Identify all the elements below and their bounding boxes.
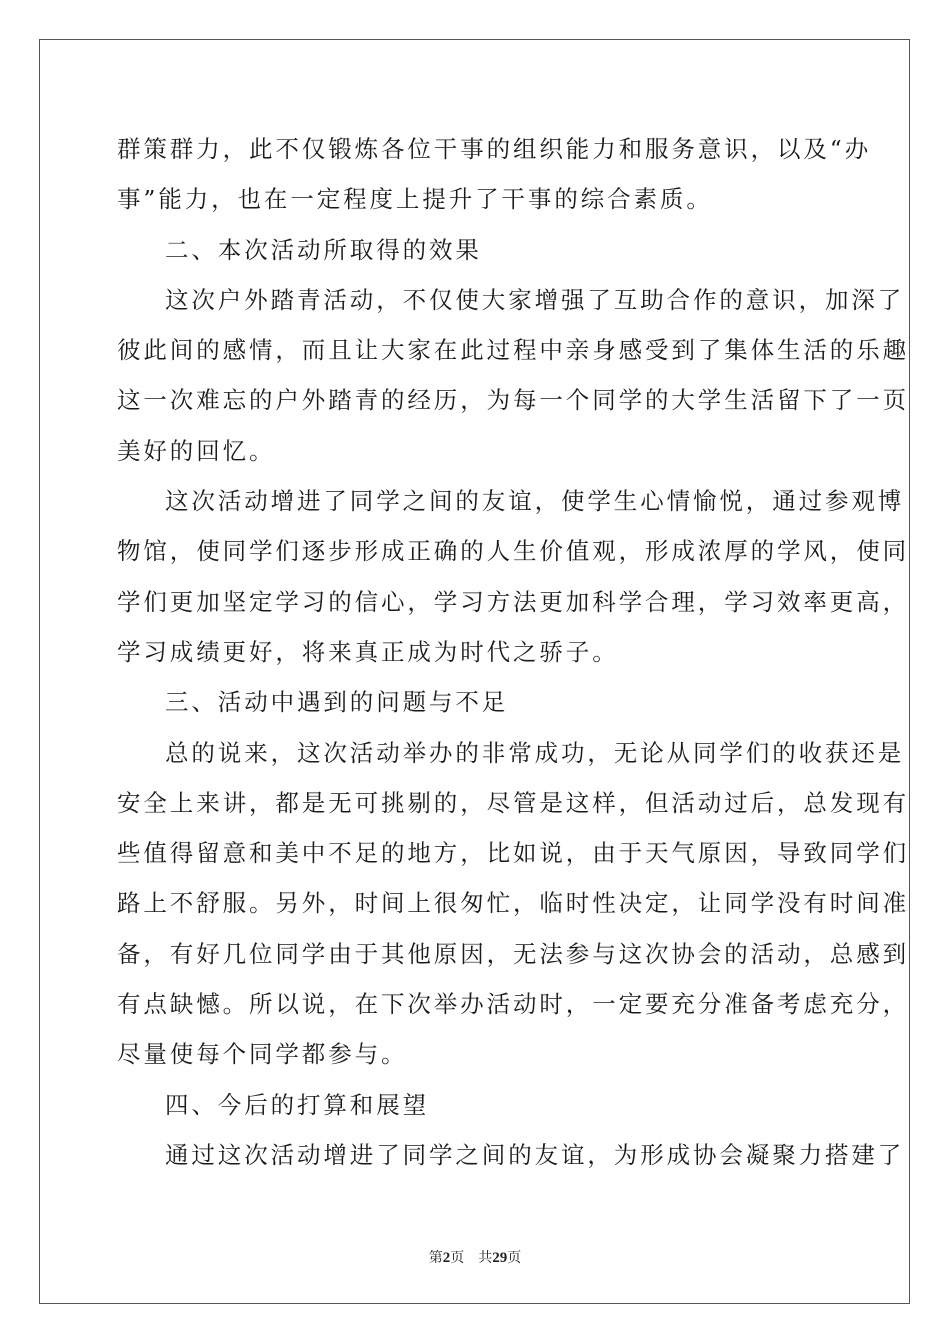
text-line: 物馆，使同学们逐步形成正确的人生价值观，形成浓厚的学风，使同 bbox=[117, 537, 909, 566]
total-pages: 29 bbox=[492, 1250, 508, 1266]
page-number: 2 bbox=[442, 1250, 451, 1266]
text-line: 安全上来讲，都是无可挑剔的，尽管是这样，但活动过后，总发现有 bbox=[117, 788, 909, 817]
text-line: 美好的回忆。 bbox=[117, 436, 276, 465]
text-line: 这次活动增进了同学之间的友谊，使学生心情愉悦，通过参观博 bbox=[165, 487, 905, 516]
footer-prefix: 第 bbox=[428, 1250, 443, 1266]
footer-total-suffix: 页 bbox=[507, 1250, 522, 1266]
text-line: 学习成绩更好，将来真正成为时代之骄子。 bbox=[117, 637, 619, 666]
text-line: 备，有好几位同学由于其他原因，无法参与这次协会的活动，总感到 bbox=[117, 939, 909, 968]
text-line: 彼此间的感情，而且让大家在此过程中亲身感受到了集体生活的乐趣 bbox=[117, 336, 909, 365]
section-heading: 四、今后的打算和展望 bbox=[165, 1090, 429, 1119]
footer-page-suffix: 页 bbox=[450, 1250, 465, 1266]
text-line: 学们更加坚定学习的信心，学习方法更加科学合理，学习效率更高， bbox=[117, 587, 909, 616]
page-footer bbox=[0, 1247, 950, 1267]
text-line: 这次户外踏青活动，不仅使大家增强了互助合作的意识，加深了 bbox=[165, 285, 905, 314]
text-line: 通过这次活动增进了同学之间的友谊，为形成协会凝聚力搭建了 bbox=[165, 1140, 905, 1169]
document-body bbox=[117, 128, 909, 1184]
text-line: 有点缺憾。所以说，在下次举办活动时，一定要充分准备考虑充分， bbox=[117, 990, 909, 1019]
text-line: 尽量使每个同学都参与。 bbox=[117, 1040, 408, 1069]
text-line: 些值得留意和美中不足的地方，比如说，由于天气原因，导致同学们 bbox=[117, 839, 909, 868]
section-heading: 二、本次活动所取得的效果 bbox=[165, 235, 482, 264]
footer-total-prefix: 共 bbox=[478, 1250, 493, 1266]
text-line: 这一次难忘的户外踏青的经历，为每一个同学的大学生活留下了一页 bbox=[117, 386, 909, 415]
text-line: 总的说来，这次活动举办的非常成功，无论从同学们的收获还是 bbox=[165, 738, 905, 767]
section-heading: 三、活动中遇到的问题与不足 bbox=[165, 688, 509, 717]
text-line: 事”能力，也在一定程度上提升了干事的综合素质。 bbox=[117, 185, 713, 214]
text-line: 路上不舒服。另外，时间上很匆忙，临时性决定，让同学没有时间准 bbox=[117, 889, 909, 918]
text-line: 群策群力，此不仅锻炼各位干事的组织能力和服务意识，以及“办 bbox=[117, 135, 872, 163]
